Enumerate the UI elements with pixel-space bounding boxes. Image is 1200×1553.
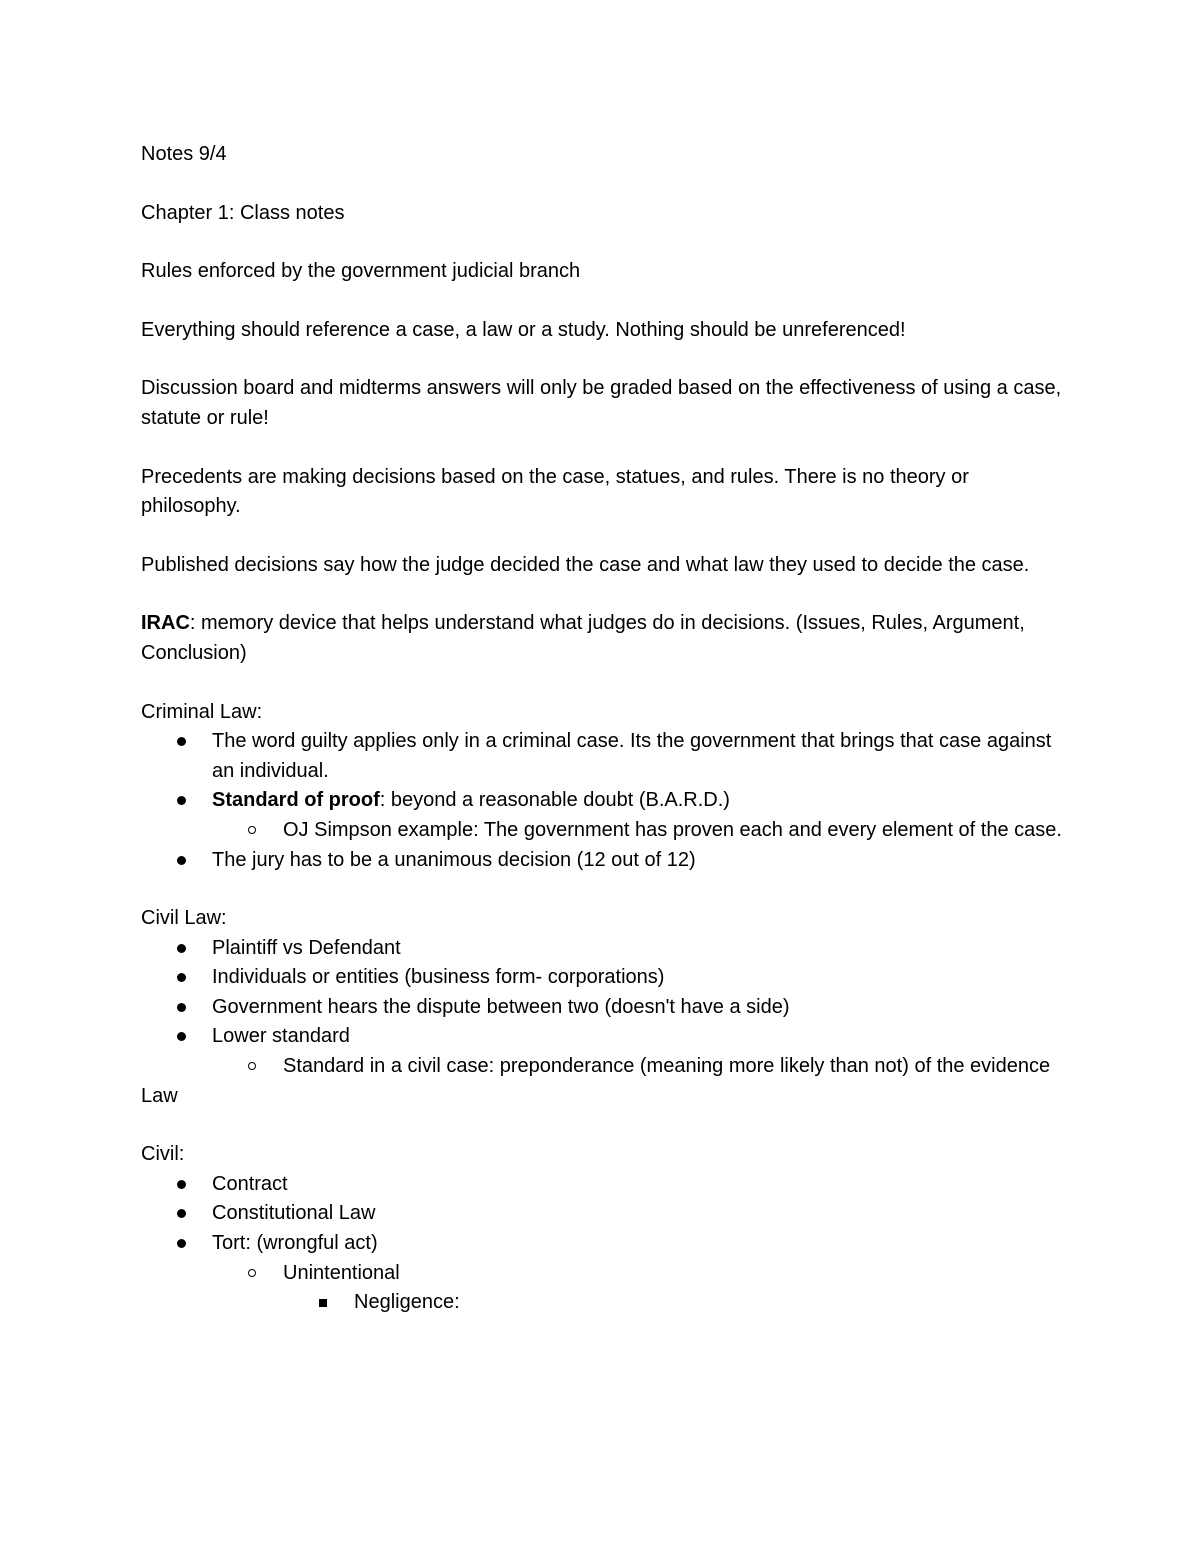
list-item — [141, 846, 1071, 876]
sub-list — [212, 1052, 1071, 1082]
document-page — [141, 140, 1071, 1318]
sub-list-item — [212, 1259, 1071, 1318]
list-item-text: The jury has to be a unanimous decision (12 out of 12) — [212, 848, 696, 871]
civil-law-list — [141, 934, 1071, 1082]
list-item — [141, 786, 1071, 845]
list-item — [141, 934, 1071, 964]
list-item — [141, 727, 1071, 786]
list-item — [141, 1170, 1071, 1200]
criminal-law-list — [141, 727, 1071, 875]
doc-title: Notes 9/4 — [141, 143, 227, 165]
list-item-text: : beyond a reasonable doubt (B.A.R.D.) — [379, 789, 730, 812]
sub-list-item — [212, 1052, 1071, 1082]
sub-sub-list-item — [283, 1288, 1071, 1318]
list-item — [141, 1022, 1071, 1081]
list-item-text: Plaintiff vs Defendant — [212, 936, 401, 959]
civil-list — [141, 1170, 1071, 1318]
list-item-text: The word guilty applies only in a criminal case. Its the government that brings that case against an individual. — [212, 730, 1052, 782]
standard-of-proof-term: Standard of proof — [212, 789, 380, 812]
list-item-text: Contract — [212, 1172, 288, 1195]
list-item-text: Lower standard — [212, 1025, 350, 1048]
sub-list — [212, 816, 1071, 846]
civil-heading: Civil: — [141, 1143, 185, 1166]
list-item-text: Government hears the dispute between two (doesn't have a side) — [212, 995, 790, 1018]
paragraph-precedents: Precedents are making decisions based on the case, statues, and rules. There is no theory or philosophy. — [141, 465, 969, 518]
criminal-law-heading: Criminal Law: — [141, 700, 263, 723]
list-item-text: Tort: (wrongful act) — [212, 1232, 378, 1255]
sub-list-item-text: Unintentional — [283, 1261, 400, 1284]
paragraph-rules: Rules enforced by the government judicial branch — [141, 260, 581, 283]
list-item-text: Constitutional Law — [212, 1202, 376, 1225]
list-item — [141, 963, 1071, 993]
irac-definition: : memory device that helps understand what judges do in decisions. (Issues, Rules, Argument, Conclusion) — [141, 612, 1025, 664]
sub-sub-list — [283, 1288, 1071, 1318]
sub-list-item — [212, 816, 1071, 846]
list-item — [141, 1199, 1071, 1229]
sub-sub-list-item-text: Negligence: — [354, 1291, 460, 1314]
sub-list-item-text: OJ Simpson example: The government has proven each and every element of the case. — [283, 818, 1062, 841]
sub-list-item-text: Standard in a civil case: preponderance (meaning more likely than not) of the evidence — [283, 1055, 1051, 1078]
civil-law-heading: Civil Law: — [141, 907, 227, 930]
paragraph-irac — [141, 609, 1071, 668]
law-heading: Law — [141, 1084, 178, 1107]
list-item — [141, 993, 1071, 1023]
paragraph-reference: Everything should reference a case, a law or a study. Nothing should be unreferenced! — [141, 318, 906, 341]
irac-term: IRAC — [141, 612, 190, 635]
sub-list — [212, 1259, 1071, 1318]
list-item-text: Individuals or entities (business form- corporations) — [212, 966, 665, 989]
list-item — [141, 1229, 1071, 1318]
paragraph-grading: Discussion board and midterms answers will only be graded based on the effectiveness of using a case, statute or rule! — [141, 377, 1062, 429]
chapter-heading: Chapter 1: Class notes — [141, 201, 345, 224]
paragraph-published: Published decisions say how the judge decided the case and what law they used to decide the case. — [141, 553, 1030, 576]
